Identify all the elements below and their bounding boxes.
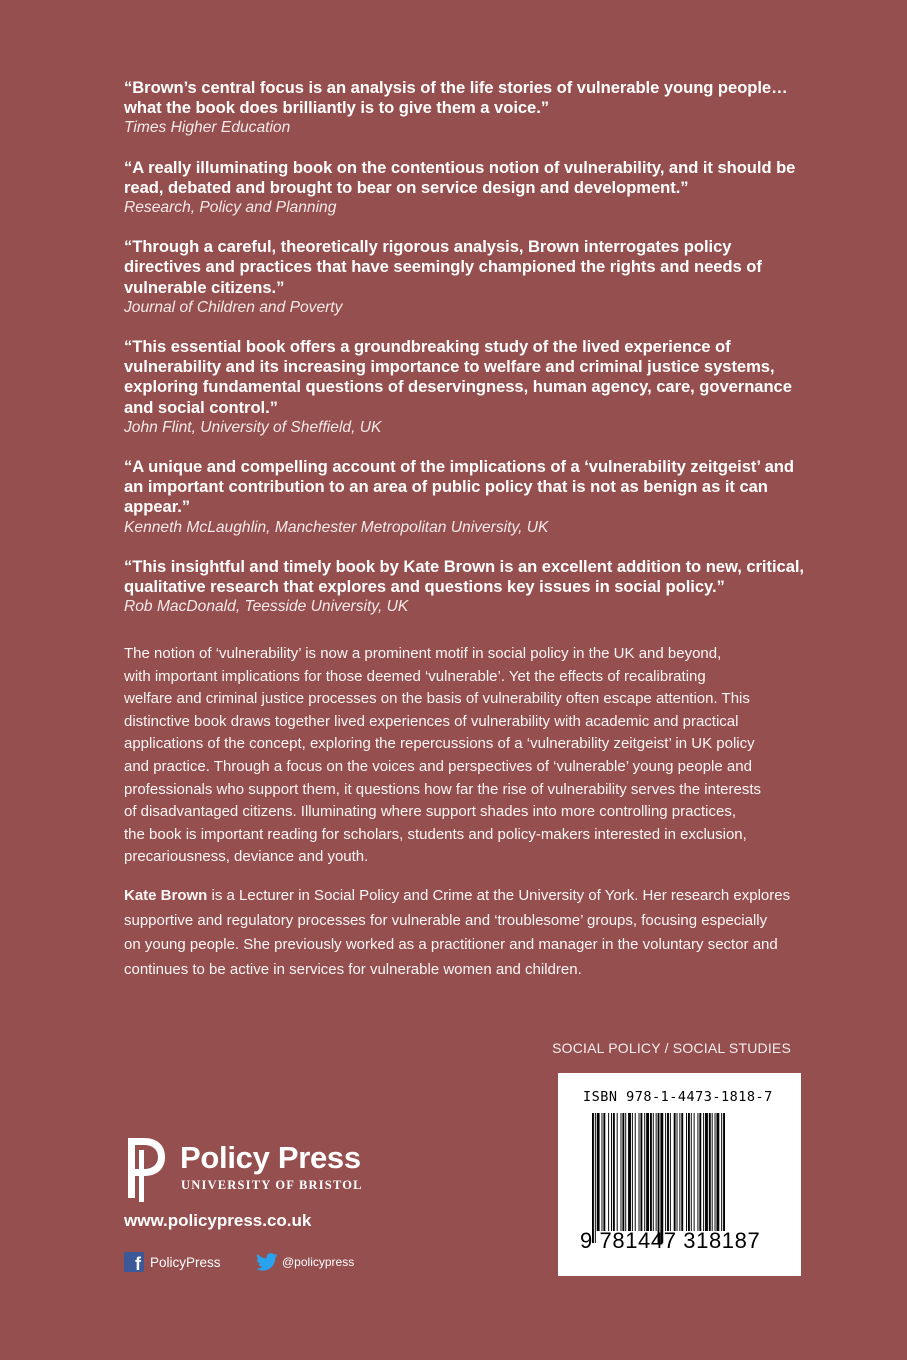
barcode-bar	[699, 1113, 701, 1231]
barcode-bar	[715, 1113, 716, 1231]
barcode-bar	[639, 1113, 640, 1231]
barcode-bar	[688, 1113, 690, 1231]
twitter-handle: @policypress	[282, 1255, 355, 1269]
quote-source: Research, Policy and Planning	[124, 199, 337, 217]
endorsement-quote	[124, 158, 824, 219]
publisher-subtitle: UNIVERSITY OF BRISTOL	[181, 1178, 363, 1192]
barcode-bar	[611, 1113, 612, 1231]
barcode-bar	[640, 1113, 642, 1231]
quote-text: “Brown’s central focus is an analysis of the life stories of vulnerable young people… what the book does brilliantly is to give them a voice.”	[124, 78, 788, 118]
barcode-digits: 9 781447 318187	[580, 1228, 761, 1253]
barcode-bar	[667, 1113, 669, 1231]
barcode-bar	[621, 1113, 622, 1231]
publisher-website[interactable]: www.policypress.co.uk	[124, 1211, 312, 1230]
endorsement-quote	[124, 78, 824, 139]
barcode-bar	[617, 1113, 618, 1231]
barcode-bar	[608, 1113, 609, 1231]
barcode-bar	[694, 1113, 695, 1231]
author-bio-text: is a Lecturer in Social Policy and Crime at the University of York. Her research explores supportive and regulatory processes for vulnerable and ‘troublesome’ groups, focusing especially on young people. She previously worked as a practitioner and manager in the voluntary sector and continues to be active in services for vulnerable women and children.	[124, 887, 791, 978]
barcode-bar	[632, 1113, 633, 1231]
quote-source: Times Higher Education	[124, 119, 291, 137]
endorsements	[124, 78, 824, 636]
quote-source: John Flint, University of Sheffield, UK	[124, 418, 382, 436]
barcode-bar	[703, 1113, 704, 1231]
barcode-bar	[635, 1113, 636, 1231]
barcode-bar	[602, 1113, 603, 1231]
facebook-handle: PolicyPress	[150, 1254, 221, 1270]
barcode-bar	[670, 1113, 671, 1231]
isbn-label: ISBN 978-1-4473-1818-7	[583, 1089, 773, 1105]
barcode-icon	[592, 1113, 774, 1243]
barcode-bar	[595, 1113, 596, 1243]
barcode-bar	[665, 1113, 666, 1231]
barcode-bar	[656, 1113, 657, 1231]
barcode-bar	[625, 1113, 626, 1231]
barcode-bar	[592, 1113, 594, 1243]
author-bio	[124, 884, 824, 982]
barcode-bar	[603, 1113, 605, 1231]
facebook-link[interactable]	[124, 1251, 221, 1273]
barcode-bar	[674, 1113, 676, 1231]
barcode-bar	[658, 1113, 660, 1243]
quote-source: Kenneth McLaughlin, Manchester Metropolitan University, UK	[124, 518, 549, 536]
book-description: The notion of ‘vulnerability’ is now a prominent motif in social policy in the UK and beyond, with important implications for those deemed ‘vulnerable’. Yet the effects of recalibrating welfare and criminal justice processes on the basis of vulnerability often escape attention. This distinctive book draws together lived experiences of vulnerability with academic and practical applications of the concept, exploring the repercussions of a ‘vulnerability zeitgeist’ in UK policy and practice. Through a focus on the voices and perspectives of ‘vulnerable’ young people and professionals who support them, it questions how far the rise of vulnerability serves the interests of disadvantaged citizens. Illuminating where support shades into more controlling practices, the book is important reading for scholars, students and policy-makers interested in exclusion, precariousness, deviance and youth.	[124, 645, 761, 866]
endorsement-quote	[124, 457, 824, 538]
quote-source: Journal of Children and Poverty	[124, 298, 343, 316]
barcode-bar	[697, 1113, 698, 1231]
barcode-bar	[650, 1113, 652, 1231]
quote-text: “A really illuminating book on the contentious notion of vulnerability, and it should be read, debated and brought to bear on service design and development.”	[124, 157, 796, 197]
barcode-bar	[597, 1113, 600, 1231]
barcode-bar	[691, 1113, 692, 1231]
publisher-name: Policy Press	[180, 1140, 361, 1175]
barcode-bar	[686, 1113, 687, 1231]
quote-source: Rob MacDonald, Teesside University, UK	[124, 598, 409, 616]
barcode-bar	[613, 1113, 615, 1231]
endorsement-quote	[124, 237, 824, 318]
policy-press-p-logo-icon	[124, 1136, 168, 1202]
quote-text: “This insightful and timely book by Kate Brown is an excellent addition to new, critical, qualitative research that explores and questions key issues in social policy.”	[124, 556, 804, 597]
quote-text: “This essential book offers a groundbreaking study of the lived experience of vulnerability and its increasing importance to welfare and criminal justice systems, exploring fundamental questions of deservingness, human agency, care, governance and social control.”	[124, 337, 792, 417]
barcode-bar	[705, 1113, 708, 1231]
barcode-bar	[716, 1113, 719, 1231]
barcode-bar	[644, 1113, 645, 1231]
barcode-bar	[709, 1113, 711, 1231]
barcode-bar	[712, 1113, 713, 1231]
endorsement-quote	[124, 337, 824, 438]
barcode-bar	[681, 1113, 683, 1231]
barcode-panel	[558, 1073, 801, 1276]
barcode-bar	[679, 1113, 680, 1231]
twitter-bird-icon	[256, 1253, 278, 1271]
quote-text: “A unique and compelling account of the implications of a ‘vulnerability zeitgeist’ and an important contribution to an area of public policy that is not as benign as it can appear.”	[124, 457, 794, 517]
barcode-bar	[723, 1113, 725, 1231]
barcode-bar	[677, 1113, 678, 1231]
barcode-bar	[646, 1113, 649, 1231]
publisher-logo	[124, 1136, 384, 1202]
barcode-bar	[721, 1113, 722, 1231]
facebook-icon: f	[124, 1252, 144, 1272]
endorsement-quote	[124, 557, 824, 618]
barcode-bar	[660, 1113, 663, 1243]
author-name: Kate Brown	[124, 887, 208, 904]
barcode-bar	[653, 1113, 654, 1231]
twitter-link[interactable]	[256, 1251, 354, 1273]
subject-category: SOCIAL POLICY / SOCIAL STUDIES	[552, 1040, 791, 1056]
barcode-bar	[628, 1113, 631, 1231]
barcode-bar	[622, 1113, 624, 1231]
quote-text: “Through a careful, theoretically rigorous analysis, Brown interrogates policy directives and practices that have seemingly championed the rights and needs of vulnerable citizens.”	[124, 237, 762, 297]
